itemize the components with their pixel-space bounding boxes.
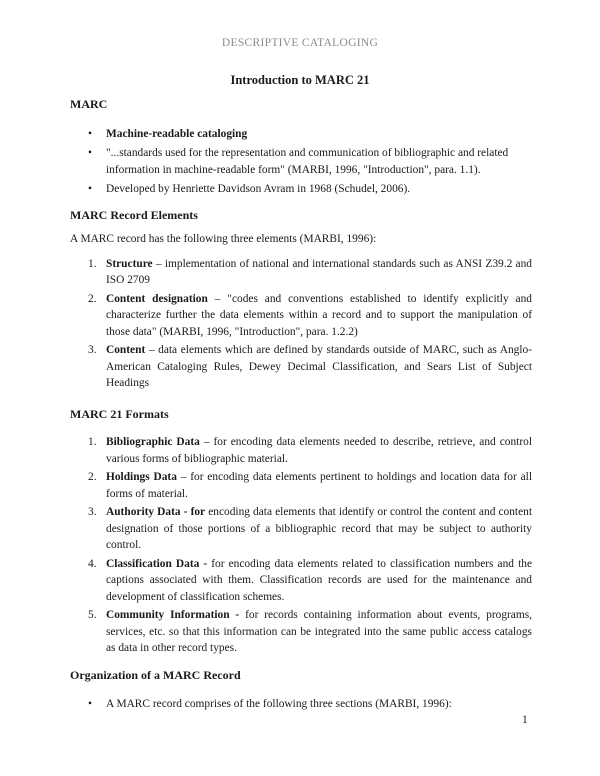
list-number: 3. <box>88 344 97 356</box>
list-item-bold: Content <box>106 344 146 356</box>
list-item <box>70 181 532 198</box>
section-heading-formats: MARC 21 Formats <box>70 406 169 421</box>
list-item-bold: Bibliographic Data <box>106 436 200 448</box>
list-item-bold: Structure <box>106 257 153 270</box>
record-elements-list <box>70 256 532 392</box>
document-body <box>70 96 532 716</box>
marc-bullet-list <box>70 126 532 198</box>
list-item <box>70 145 532 178</box>
list-item-text: Developed by Henriette Davidson Avram in 1968 (Schudel, 2006). <box>106 183 411 195</box>
organization-bullet-list <box>70 696 532 713</box>
list-number: 1. <box>88 257 97 270</box>
list-item-text: – for encoding data elements pertinent to holdings and location data for all forms of material. <box>106 471 532 500</box>
list-item-text: – "codes and conventions established to identify explicitly and characterize further the data elements within a record and to support the manipulation of those data" (MARBI, 1996, "Introduction", para. 1.2.2) <box>106 292 532 338</box>
list-item-bold: Holdings Data <box>106 471 177 483</box>
list-item-text: "...standards used for the representation and communication of bibliographic and related information in machine-readable form" (MARBI, 1996, "Introduction", para. 1.1). <box>106 147 509 176</box>
list-item-bold: Authority Data - for <box>106 506 206 518</box>
list-number: 1. <box>88 436 97 448</box>
list-item <box>70 291 532 341</box>
list-item-text: for encoding data elements related to classification numbers and the captions associated with them. Classification records are used for the maintenance and development of classification schemes. <box>106 557 533 603</box>
list-item-bold: Classification Data - <box>106 557 208 570</box>
list-item <box>70 607 532 657</box>
running-header: DESCRIPTIVE CATALOGING <box>221 37 379 49</box>
section-heading-organization: Organization of a MARC Record <box>70 667 241 682</box>
list-number: 2. <box>88 471 97 483</box>
page-title: Introduction to MARC 21 <box>230 73 370 87</box>
list-number: 2. <box>88 292 97 305</box>
bullet-icon: • <box>88 183 92 195</box>
list-number: 4. <box>88 557 97 570</box>
list-item-text: – for encoding data elements needed to describe, retrieve, and control various forms of bibliographic material. <box>106 436 532 465</box>
list-item <box>70 256 532 289</box>
list-item-text: – implementation of national and international standards such as ANSI Z39.2 and ISO 2709 <box>106 257 532 286</box>
list-number: 5. <box>88 609 97 621</box>
list-item <box>70 504 532 554</box>
list-item <box>70 434 532 467</box>
list-number: 3. <box>88 506 97 518</box>
list-item <box>70 469 532 502</box>
list-item <box>70 126 532 143</box>
section-heading-record-elements: MARC Record Elements <box>70 207 198 222</box>
formats-list <box>70 434 532 657</box>
section-heading-marc: MARC <box>70 97 108 111</box>
list-item-bold: Machine-readable cataloging <box>106 127 248 140</box>
list-item-bold: Community Information - <box>106 609 240 621</box>
bullet-icon: • <box>88 127 92 140</box>
section-intro: A MARC record has the following three elements (MARBI, 1996): <box>70 233 377 245</box>
list-item-text: – data elements which are defined by standards outside of MARC, such as Anglo-American Cataloging Rules, Dewey Decimal Classification, and Sears List of Subject Headings <box>106 344 532 389</box>
list-item-text: for records containing information about events, programs, services, etc. so that this information can be integrated into the same public access catalogs as data in other record types. <box>106 609 532 654</box>
list-item-text: A MARC record comprises of the following three sections (MARBI, 1996): <box>106 698 452 710</box>
list-item <box>70 556 532 606</box>
list-item <box>70 342 532 392</box>
list-item-bold: Content designation <box>106 292 208 305</box>
bullet-icon: • <box>88 147 92 159</box>
list-item <box>70 696 532 713</box>
list-item-text: encoding data elements that identify or control the content and content designation of those portions of a bibliographic record that may be subject to authority control. <box>106 506 532 551</box>
bullet-icon: • <box>88 698 92 710</box>
page-number: 1 <box>522 714 528 726</box>
